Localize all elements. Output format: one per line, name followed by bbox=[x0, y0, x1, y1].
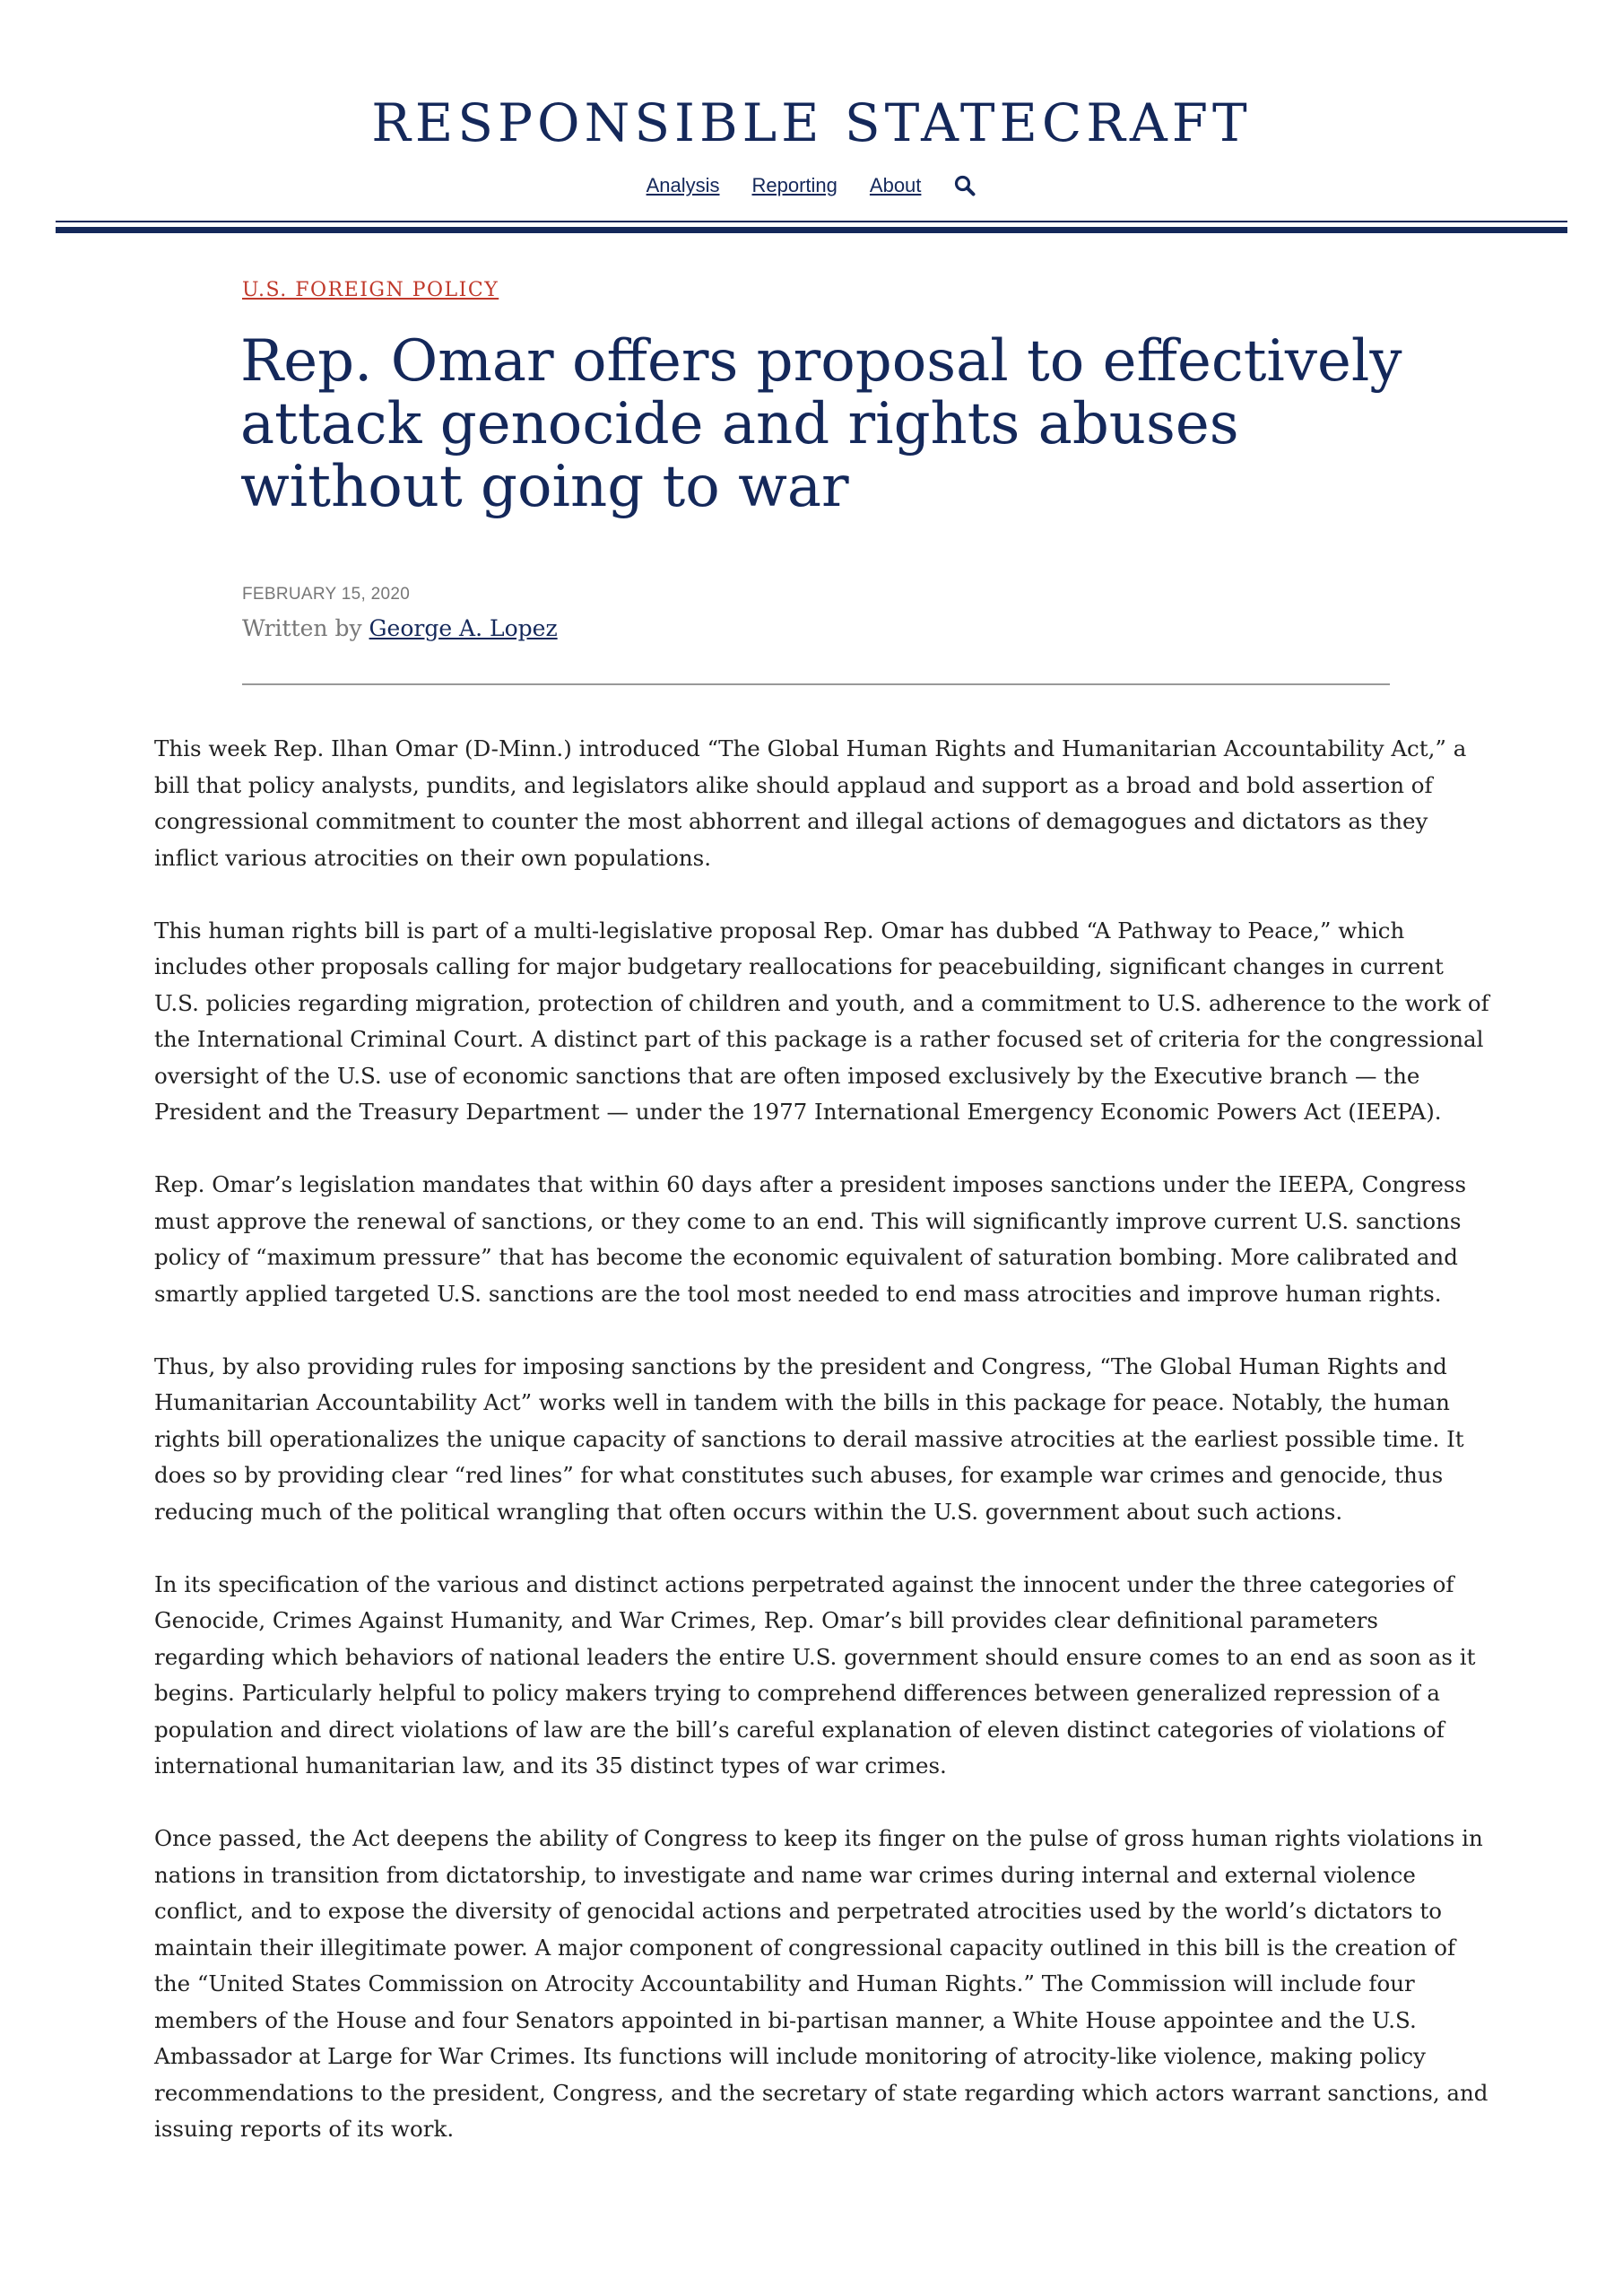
divider bbox=[242, 683, 1390, 685]
nav-item-analysis[interactable]: Analysis bbox=[646, 174, 720, 196]
publish-date: FEBRUARY 15, 2020 bbox=[242, 585, 411, 604]
header-rule-thin bbox=[56, 221, 1567, 222]
author-link[interactable]: George A. Lopez bbox=[369, 615, 558, 641]
article-paragraph: This human rights bill is part of a multi-legislative proposal Rep. Omar has dubbed “A Pathway to Peace,” which includes other proposals calling for major budgetary reallocations for peacebuilding, significant changes in current U.S. policies regarding migration, protection of children and youth, and a commitment to U.S. adherence to the work of the International Criminal Court. A distinct part of this package is a rather focused set of criteria for the congressional oversight of the U.S. use of economic sanctions that are often imposed exclusively by the Executive branch — the President and the Treasury Department — under the 1977 International Emergency Economic Powers Act (IEEPA). bbox=[154, 917, 1489, 1125]
article-paragraph: In its specification of the various and distinct actions perpetrated against the innocent under the three categories of Genocide, Crimes Against Humanity, and War Crimes, Rep. Omar’s bill provides clear definitional parameters regarding which behaviors of national leaders the entire U.S. government should ensure comes to an end as soon as it begins. Particularly helpful to policy makers trying to comprehend differences between generalized repression of a population and direct violations of law are the bill’s careful explanation of eleven distinct categories of violations of international humanitarian law, and its 35 distinct types of war crimes. bbox=[154, 1570, 1476, 1779]
main-nav bbox=[0, 174, 1623, 197]
article-paragraph: Once passed, the Act deepens the ability of Congress to keep its finger on the pulse of gross human rights violations in nations in transition from dictatorship, to investigate and name war crimes during internal and external violence conflict, and to expose the diversity of genocidal actions and perpetrated atrocities used by the world’s dictators to maintain their illegitimate power. A major component of congressional capacity outlined in this bill is the creation of the “United States Commission on Atrocity Accountability and Human Rights.” The Commission will include four members of the House and four Senators appointed in bi-partisan manner, a White House appointee and the U.S. Ambassador at Large for War Crimes. Its functions will include monitoring of atrocity-like violence, making policy recommendations to the president, Congress, and the secretary of state regarding which actors warrant sanctions, and issuing reports of its work. bbox=[154, 1825, 1488, 2142]
article-paragraph: Thus, by also providing rules for imposing sanctions by the president and Congress, “The Global Human Rights and Humanitarian Accountability Act” works well in tandem with the bills in this package for peace. Notably, the human rights bill operationalizes the unique capacity of sanctions to derail massive atrocities at the earliest possible time. It does so by providing clear “red lines” for what constitutes such abuses, for example war crimes and genocide, thus reducing much of the political wrangling that often occurs within the U.S. government about such actions. bbox=[154, 1352, 1464, 1525]
site-title[interactable]: RESPONSIBLE STATECRAFT bbox=[371, 92, 1252, 153]
article-paragraph: Rep. Omar’s legislation mandates that within 60 days after a president imposes sanctions under the IEEPA, Congress must approve the renewal of sanctions, or they come to an end. This will significantly improve current U.S. sanctions policy of “maximum pressure” that has become the economic equivalent of saturation bombing. More calibrated and smartly applied targeted U.S. sanctions are the tool most needed to end mass atrocities and improve human rights. bbox=[154, 1171, 1467, 1307]
byline bbox=[242, 615, 558, 641]
header-rule-thick bbox=[56, 227, 1567, 233]
nav-item-about[interactable]: About bbox=[869, 174, 922, 196]
nav-item-reporting[interactable]: Reporting bbox=[751, 174, 838, 196]
search-icon[interactable] bbox=[953, 174, 976, 197]
article-paragraph: This week Rep. Ilhan Omar (D-Minn.) introduced “The Global Human Rights and Humanitarian Accountability Act,” a bill that policy analysts, pundits, and legislators alike should applaud and support as a broad and bold assertion of congressional commitment to counter the most abhorrent and illegal actions of demagogues and dictators as they inflict various atrocities on their own populations. bbox=[154, 735, 1467, 871]
article-body bbox=[154, 731, 1490, 2184]
byline-prefix: Written by bbox=[242, 615, 362, 641]
article-headline: Rep. Omar offers proposal to effectively attack genocide and rights abuses without going to war bbox=[240, 328, 1402, 520]
category-link[interactable]: U.S. FOREIGN POLICY bbox=[242, 279, 499, 301]
